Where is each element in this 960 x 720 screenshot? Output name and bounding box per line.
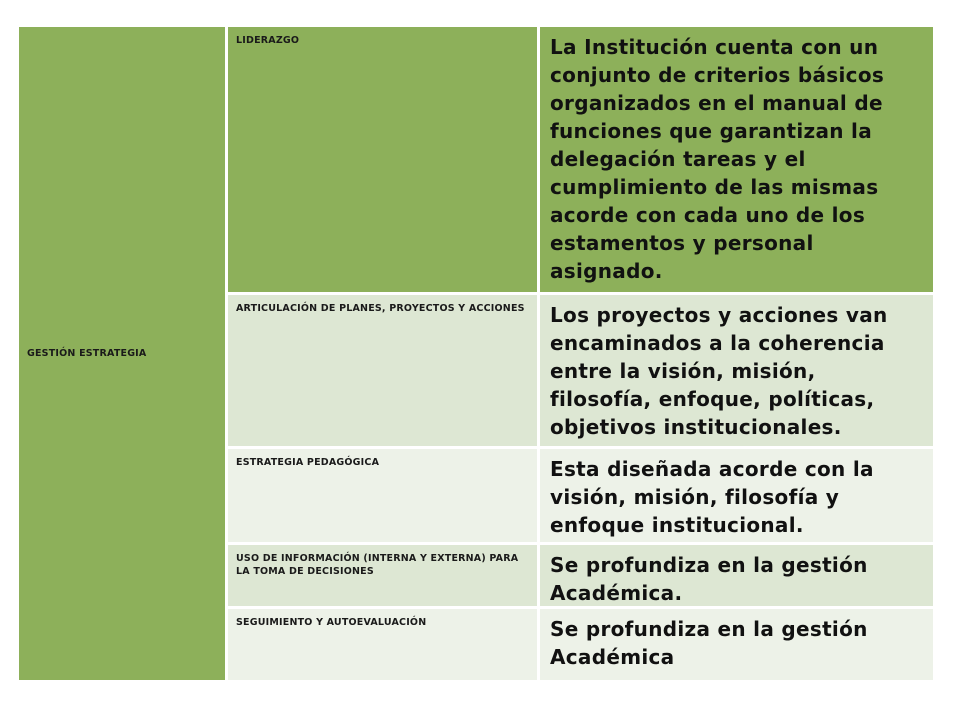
row-label-liderazgo: LIDERAZGO	[228, 27, 540, 295]
row-description-seguimiento: Se profundiza en la gestión Académica	[540, 609, 933, 680]
row-description-articulacion: Los proyectos y acciones van encaminados a la coherencia entre la visión, misión, filosofía, enfoque, políticas, objetivos institucionales.	[540, 295, 933, 449]
row-label-articulacion: ARTICULACIÓN DE PLANES, PROYECTOS Y ACCIONES	[228, 295, 540, 449]
management-table	[19, 27, 933, 680]
category-cell	[19, 27, 228, 680]
category-label: GESTIÓN ESTRATEGIA	[27, 348, 147, 359]
row-description-estrategia-pedagogica: Esta diseñada acorde con la visión, misión, filosofía y enfoque institucional.	[540, 449, 933, 545]
row-description-liderazgo: La Institución cuenta con un conjunto de criterios básicos organizados en el manual de funciones que garantizan la delegación tareas y el cumplimiento de las mismas acorde con cada uno de los estamentos y personal asignado.	[540, 27, 933, 295]
row-label-estrategia-pedagogica: ESTRATEGIA PEDAGÓGICA	[228, 449, 540, 545]
row-label-seguimiento: SEGUIMIENTO Y AUTOEVALUACIÓN	[228, 609, 540, 680]
row-description-uso-informacion: Se profundiza en la gestión Académica.	[540, 545, 933, 609]
row-label-uso-informacion: USO DE INFORMACIÓN (INTERNA Y EXTERNA) PARA LA TOMA DE DECISIONES	[228, 545, 540, 609]
